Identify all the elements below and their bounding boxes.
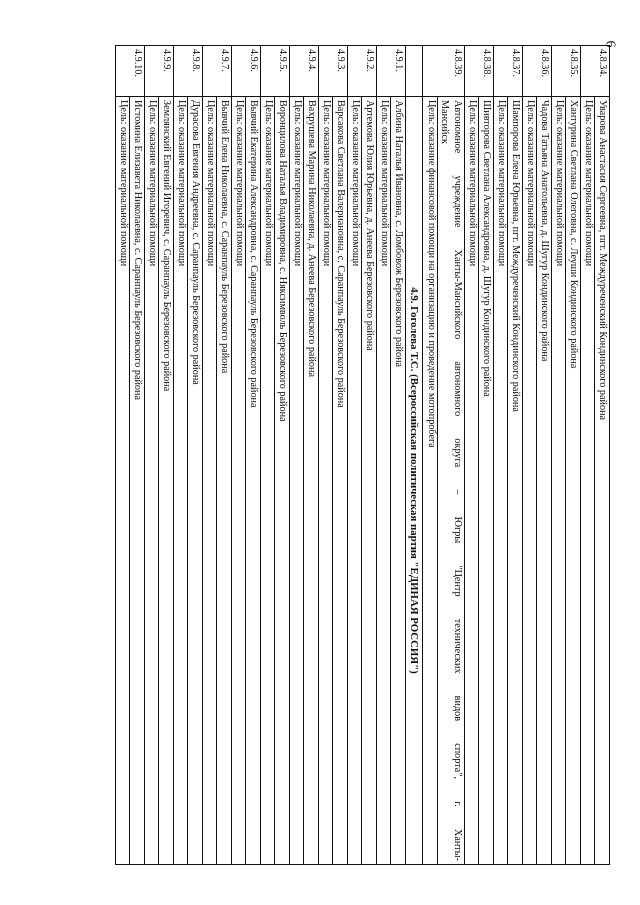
row-name: Варсакова Светлана Валериановна, с. Саранпауль Березовского района — [333, 97, 347, 864]
row-goal: Цель: оказание материальной помощи — [147, 100, 159, 267]
row-goal: Цель: оказание материальной помощи — [554, 100, 566, 267]
row-name-line1: Автономное учреждение Ханты-Мансийского автономного округа – Югры "Центр технических видов спорта", г. Ханты- — [452, 100, 463, 861]
row-goal: Цель: оказание материальной помощи — [234, 100, 246, 267]
row-content — [581, 97, 610, 865]
row-number: 4.9.5. — [261, 46, 290, 97]
row-content — [116, 97, 145, 865]
table-row — [290, 46, 319, 865]
row-number: 4.9.4. — [290, 46, 319, 97]
row-content — [377, 97, 406, 865]
row-content — [465, 97, 494, 865]
row-content — [261, 97, 290, 865]
table-row — [261, 46, 290, 865]
row-name-line2: Мансийск — [437, 97, 451, 864]
table-row — [581, 46, 610, 865]
table-row — [377, 46, 406, 865]
row-content — [290, 97, 319, 865]
row-content — [203, 97, 232, 865]
row-name: Уварова Анастасия Сергеевна, пгт. Междуреченский Кондинского района — [595, 97, 609, 864]
table-row — [145, 46, 174, 865]
row-name: Землянский Евгений Игоревич, с. Саранпауль Березовского района — [159, 97, 173, 864]
row-goal: Цель: оказание материальной помощи — [379, 100, 391, 267]
row-number: 4.8.35. — [552, 46, 581, 97]
table-row — [232, 46, 261, 865]
document-table — [115, 45, 610, 865]
row-number: 4.9.8. — [174, 46, 203, 97]
row-goal: Цель: оказание материальной помощи — [467, 100, 479, 267]
row-name: Шампорова Елена Юрьевна, пгт. Междуреченский Кондинского района — [508, 97, 522, 864]
row-content — [348, 97, 377, 865]
row-name: Хантурина Светлана Олеговна, с. Леуши Кондинского района — [566, 97, 580, 864]
row-number: 4.9.10. — [116, 46, 145, 97]
table-row — [319, 46, 348, 865]
row-goal: Цель: оказание материальной помощи — [350, 100, 362, 267]
row-content — [319, 97, 348, 865]
row-number: 4.8.37. — [494, 46, 523, 97]
table-row — [348, 46, 377, 865]
row-content — [145, 97, 174, 865]
row-number: 4.8.36. — [523, 46, 552, 97]
row-number: 4.9.6. — [232, 46, 261, 97]
table-row — [494, 46, 523, 865]
row-content — [174, 97, 203, 865]
row-goal: Цель: оказание материальной помощи — [118, 100, 130, 267]
section-title: 4.9. Гоголева Т.С. (Всероссийская политическая партия "ЕДИНАЯ РОССИЯ") — [406, 97, 424, 865]
section-header-row — [406, 46, 424, 865]
row-name: Вывчий Екатерина Александровна, с. Саранпауль Березовского района — [246, 97, 260, 864]
table-row — [423, 46, 465, 865]
row-goal: Цель: оказание материальной помощи — [321, 100, 333, 267]
row-goal: Цель: оказание материальной помощи — [205, 100, 217, 267]
row-content — [523, 97, 552, 865]
row-name: Артемова Юлия Юрьевна, д. Анеева Березовского района — [362, 97, 376, 864]
row-content — [423, 97, 465, 865]
page-number: 6 — [602, 40, 618, 48]
row-goal: Цель: оказание материальной помощи — [292, 100, 304, 267]
table-row — [465, 46, 494, 865]
row-content — [494, 97, 523, 865]
table-row — [523, 46, 552, 865]
row-number: 4.8.39. — [423, 46, 465, 97]
table-row — [174, 46, 203, 865]
table-row — [552, 46, 581, 865]
row-name: Истомина Елизавета Николаевна, с. Саранпауль Березовского района — [130, 97, 144, 864]
row-number: 4.8.34. — [581, 46, 610, 97]
row-content — [552, 97, 581, 865]
row-goal: Цель: оказание материальной помощи — [583, 100, 595, 267]
row-goal: Цель: оказание материальной помощи — [263, 100, 275, 267]
row-goal: Цель: оказание финансовой помощи на организацию и проведение мотопробега — [426, 100, 437, 448]
row-goal: Цель: оказание материальной помощи — [525, 100, 537, 267]
row-name: Албина Наталья Ивановна, с. Ломбовож Березовского района — [391, 97, 405, 864]
section-empty-cell — [406, 46, 424, 97]
table-row — [203, 46, 232, 865]
row-name: Чадова Татьяна Анатольевна, д. Шугур Кондинского района — [537, 97, 551, 864]
document-table-rotated — [50, 45, 610, 865]
row-name: Вахрушева Марина Николаевна, д. Анеева Березовского района — [304, 97, 318, 864]
row-number: 4.9.7. — [203, 46, 232, 97]
row-number: 4.9.2. — [348, 46, 377, 97]
row-goal: Цель: оказание материальной помощи — [176, 100, 188, 267]
table-row — [116, 46, 145, 865]
row-name: Вывчий Елена Николаевна, с. Саранпауль Березовского района — [217, 97, 231, 864]
row-name: Воронцилова Наталья Владимировна, с. Няксимволь Березовского района — [275, 97, 289, 864]
row-name: Дурасова Евгения Андреевна, с. Саранпауль Березовского района — [188, 97, 202, 864]
row-content — [232, 97, 261, 865]
row-name: Шивторова Светлана Александровна, д. Шугур Кондинского района — [479, 97, 493, 864]
row-number: 4.9.3. — [319, 46, 348, 97]
row-goal: Цель: оказание материальной помощи — [496, 100, 508, 267]
row-number: 4.8.38. — [465, 46, 494, 97]
row-number: 4.9.1. — [377, 46, 406, 97]
row-number: 4.9.9. — [145, 46, 174, 97]
